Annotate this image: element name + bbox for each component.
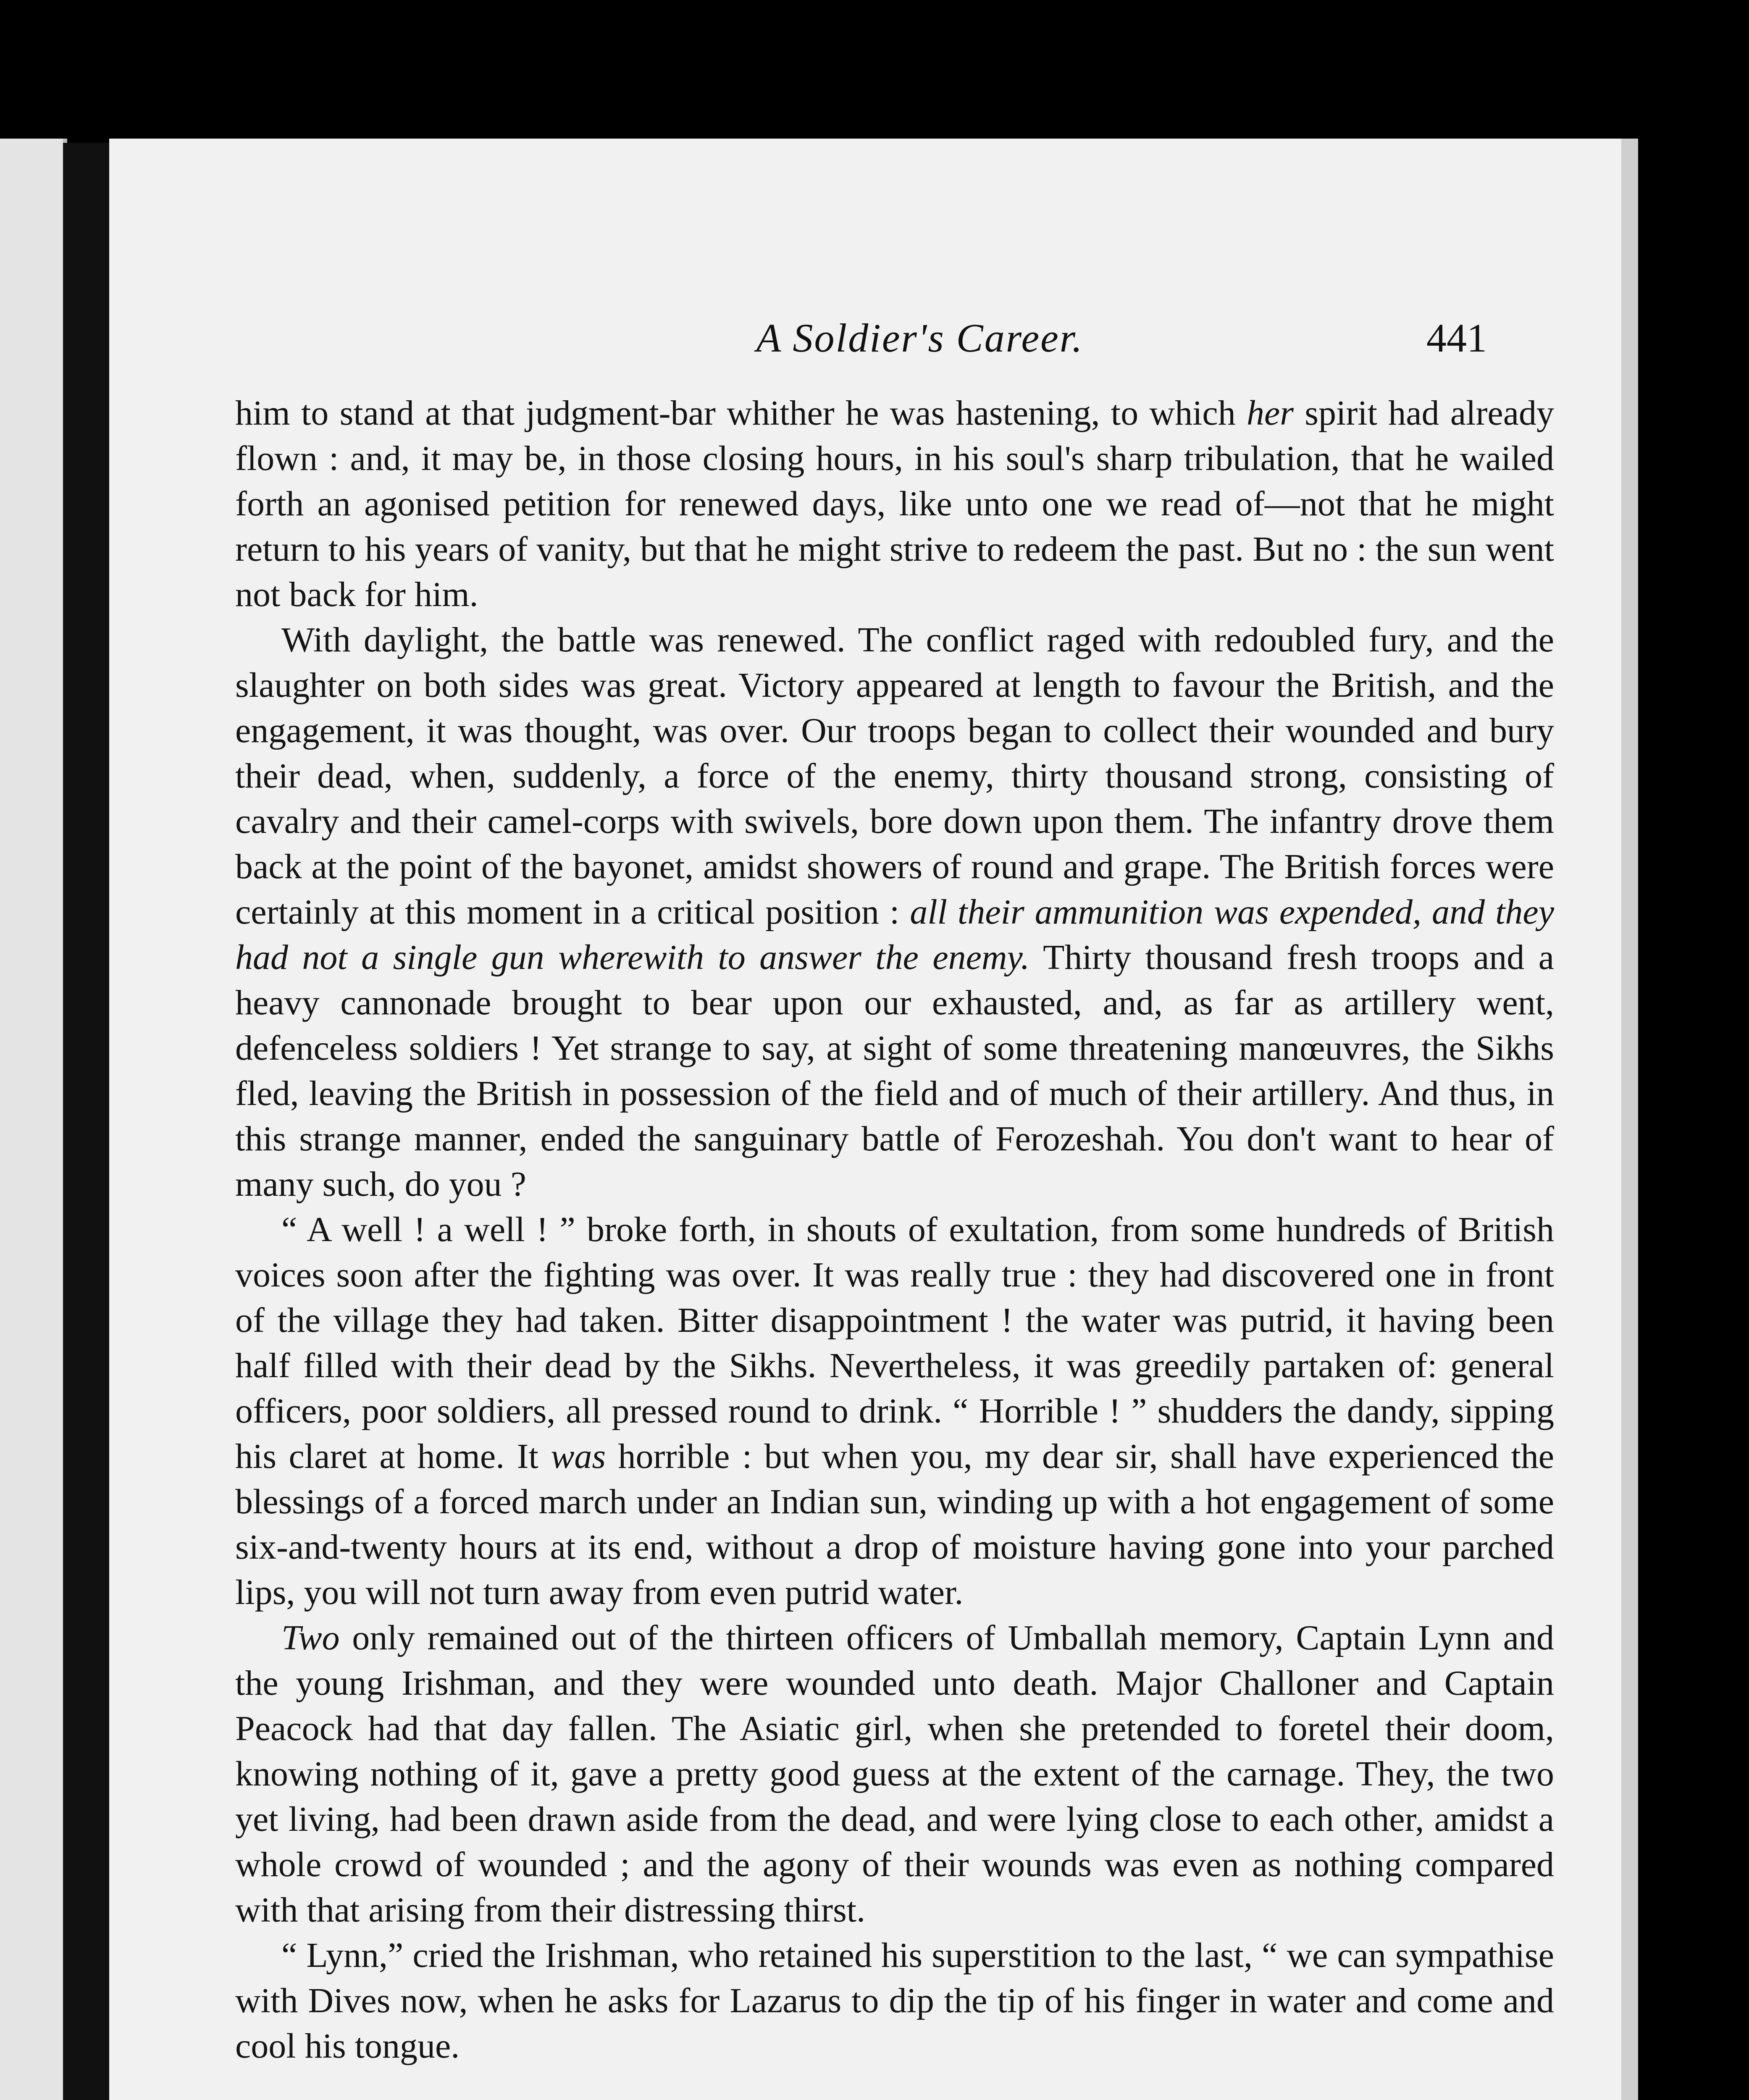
paragraph-2	[235, 617, 1554, 1207]
left-page-edge	[0, 139, 67, 2100]
page-number: 441	[1426, 315, 1487, 360]
paragraph-5	[235, 1933, 1554, 2069]
page-edge-shade	[1621, 139, 1638, 2100]
paragraph-1	[235, 391, 1554, 617]
italic-text: Two	[281, 1618, 340, 1657]
text-run: him to stand at that judgment-bar whither he was hastening, to which	[235, 394, 1247, 433]
italic-text: all their ammunition was expended, and they had not a single gun wherewith to answer the enemy.	[235, 892, 1554, 977]
text-run: Thirty thousand fresh troops and a heavy cannonade brought to bear upon our exhausted, and, as far as artillery went, defenceless soldiers ! Yet strange to say, at sight of some threatening manœuvres, the Sikhs fled, leaving the British in possession of the field and of much of their artillery. And thus, in this strange manner, ended the sanguinary battle of Ferozeshah. You don't want to hear of many such, do you ?	[235, 938, 1554, 1204]
text-run: “ Lynn,” cried the Irishman, who retained his superstition to the last, “ we can sympathise with Dives now, when he asks for Lazarus to dip the tip of his finger in water and come and cool his tongue.	[235, 1936, 1554, 2066]
italic-text: was	[551, 1437, 606, 1476]
body-text	[235, 391, 1554, 2069]
text-run: “ A well ! a well ! ” broke forth, in shouts of exultation, from some hundreds of British voices soon after the fighting was over. It was really true : they had discovered one in front of the village they had taken. Bitter disappointment ! the water was putrid, it having been half filled with their dead by the Sikhs. Nevertheless, it was greedily partaken of: general officers, poor soldiers, all pressed round to drink. “ Horrible ! ” shudders the dandy, sipping his claret at home. It	[235, 1210, 1554, 1476]
page-header	[109, 307, 1638, 370]
running-title: A Soldier's Career.	[756, 315, 1084, 360]
text-run: horrible : but when you, my dear sir, shall have experienced the blessings of a forced march under an Indian sun, winding up with a hot engagement of some six-and-twenty hours at its end, without a drop of moisture having gone into your parched lips, you will not turn away from even putrid water.	[235, 1437, 1554, 1612]
paragraph-4	[235, 1615, 1554, 1933]
text-run: only remained out of the thirteen officers of Umballah memory, Captain Lynn and the young Irishman, and they were wounded unto death. Major Challoner and Captain Peacock had that day fallen. The Asiatic girl, when she pretended to foretel their doom, knowing nothing of it, gave a pretty good guess at the extent of the carnage. They, the two yet living, had been drawn aside from the dead, and were lying close to each other, amidst a whole crowd of wounded ; and the agony of their wounds was even as nothing compared with that arising from their distressing thirst.	[235, 1618, 1554, 1929]
italic-text: her	[1247, 394, 1294, 433]
paragraph-3	[235, 1207, 1554, 1615]
text-run: With daylight, the battle was renewed. The conflict raged with redoubled fury, and the slaughter on both sides was great. Victory appeared at length to favour the British, and the engagement, it was thought, was over. Our troops began to collect their wounded and bury their dead, when, suddenly, a force of the enemy, thirty thousand strong, consisting of cavalry and their camel-corps with swivels, bore down upon them. The infantry drove them back at the point of the bayonet, amidst showers of round and grape. The British forces were certainly at this moment in a critical position :	[235, 620, 1554, 932]
book-page	[109, 139, 1638, 2100]
text-run: spirit had already flown : and, it may be, in those closing hours, in his soul's sharp tribulation, that he wailed forth an agonised petition for renewed days, like unto one we read of—not that he might return to his years of vanity, but that he might strive to redeem the past. But no : the sun went not back for him.	[235, 394, 1554, 614]
